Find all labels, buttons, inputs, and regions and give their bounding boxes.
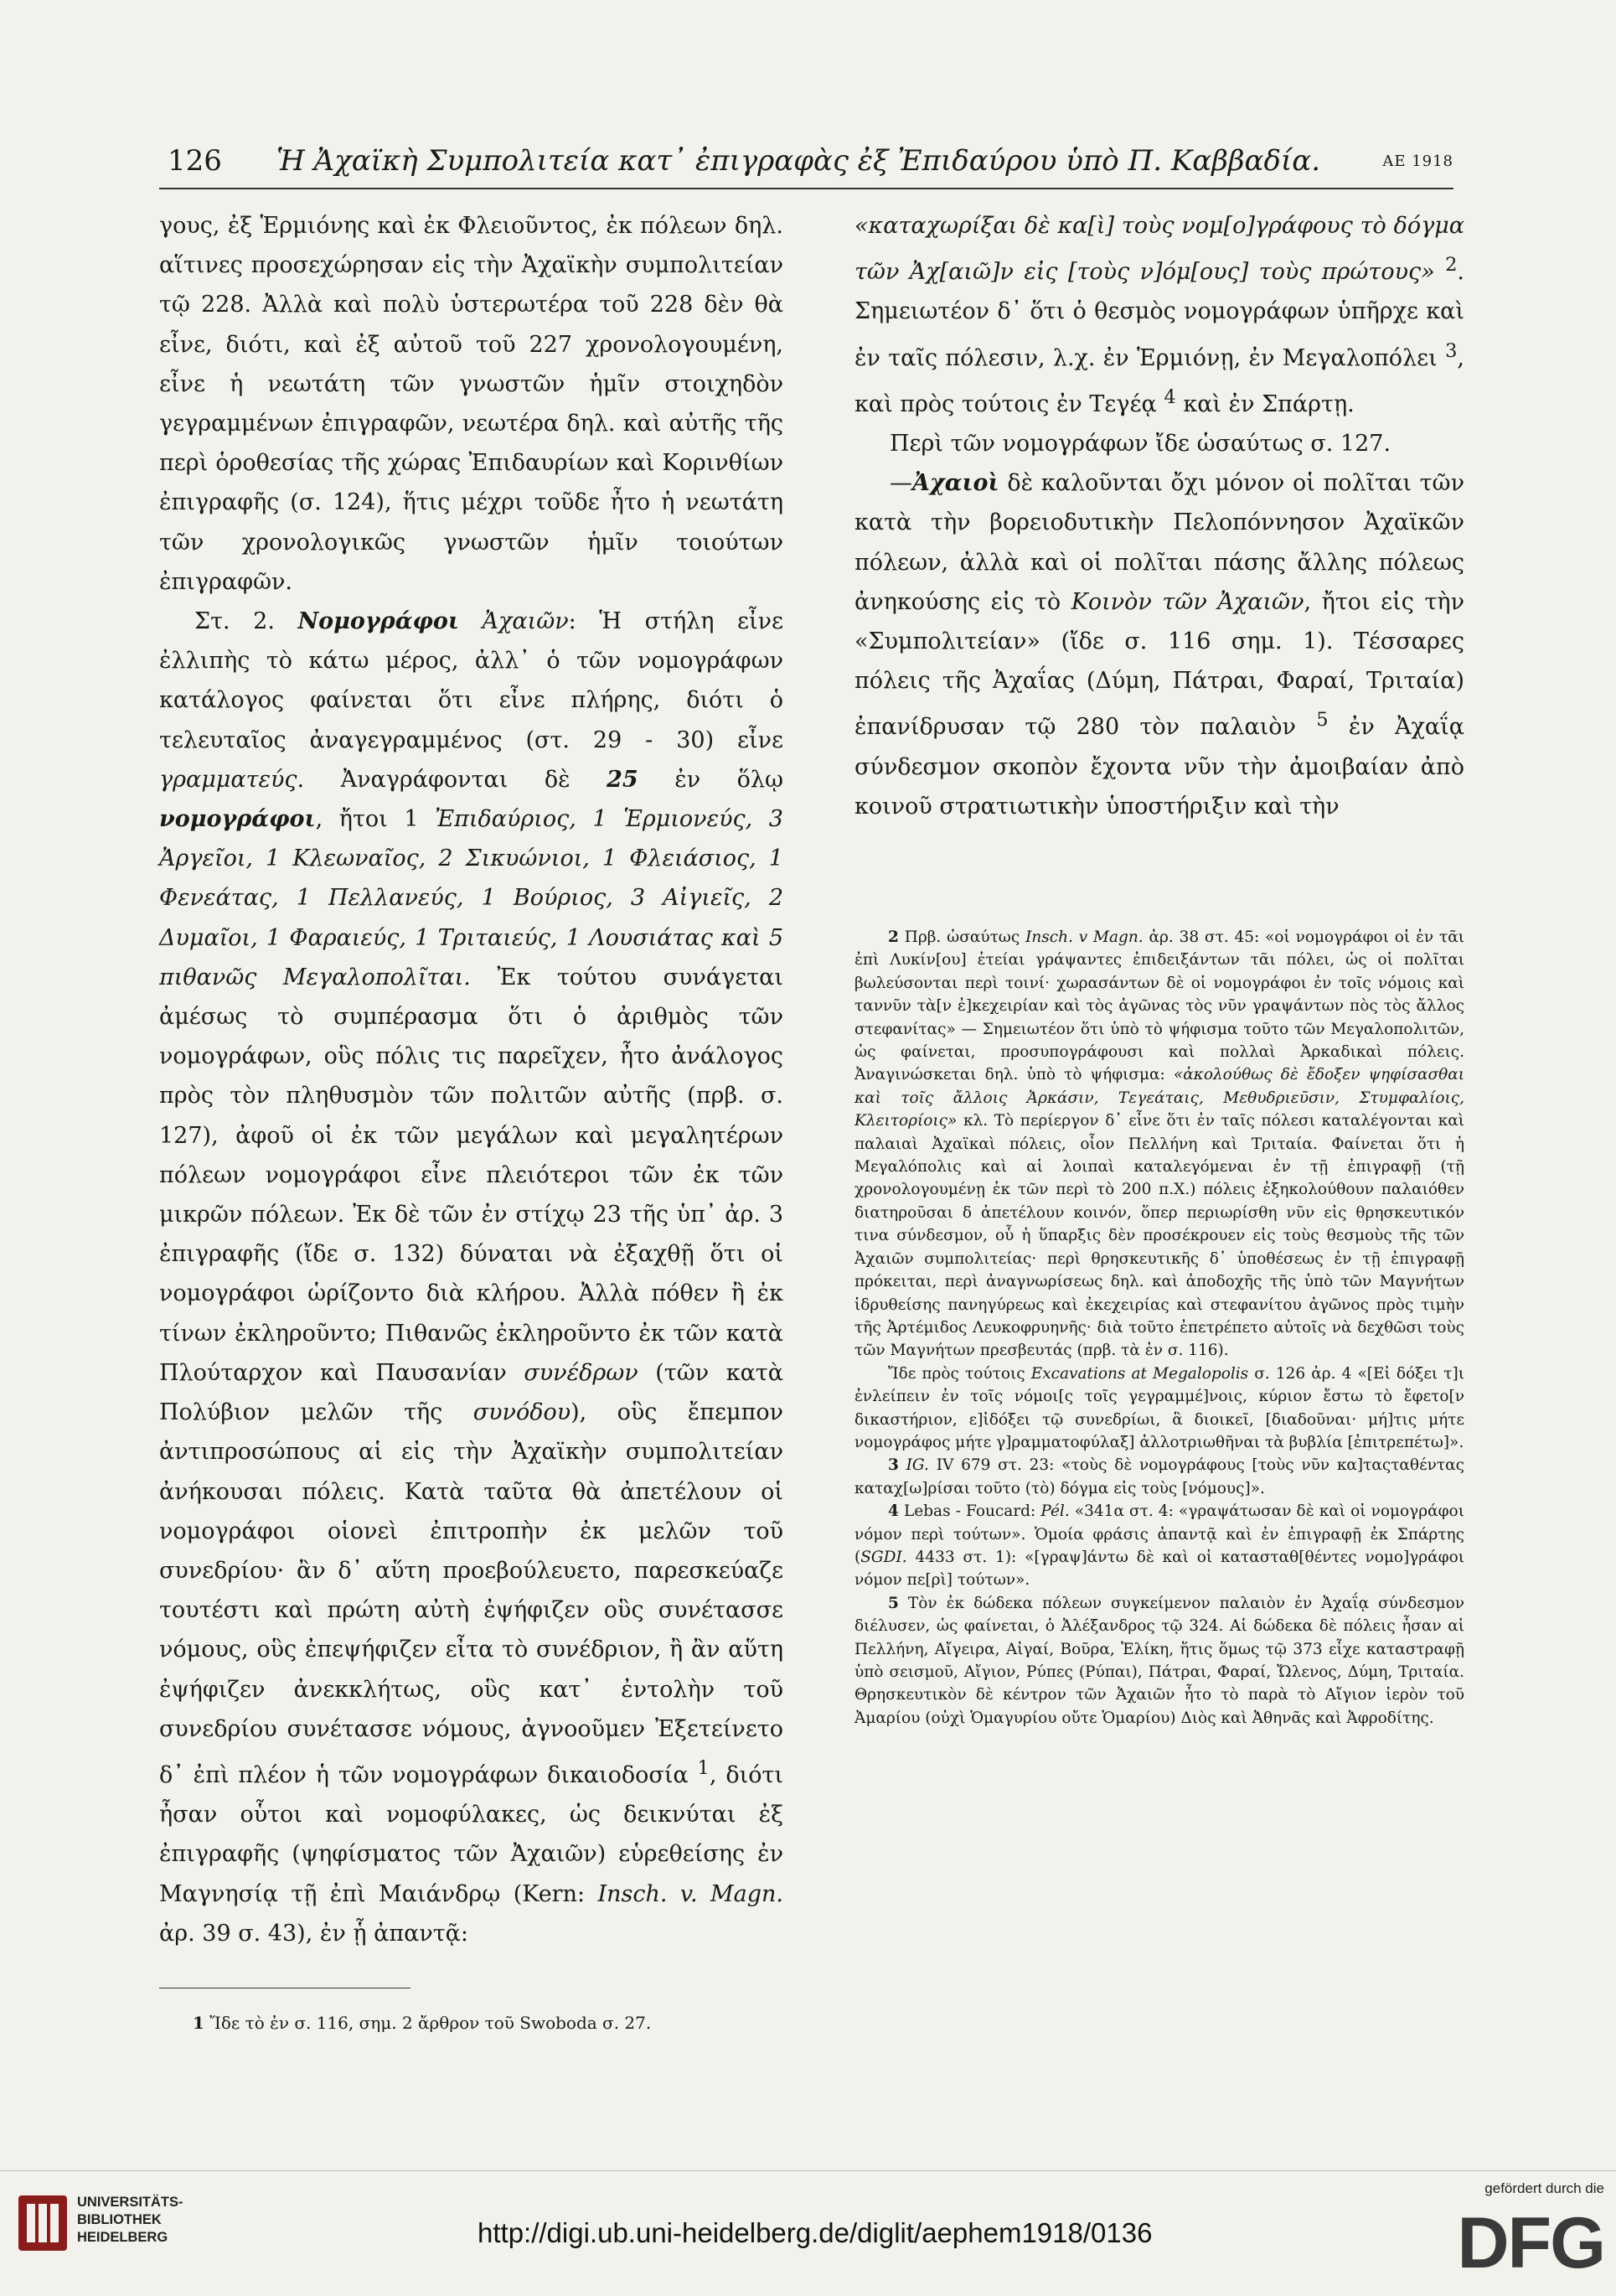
- term-synodou: συνόδου: [472, 1399, 571, 1426]
- list-of-cities: Ἐπιδαύριος, 1 Ἑρμιονεύς, 3 Ἀργεῖοι, 1 Κλεωναῖος, 2 Σικυώνιοι, 1 Φλειάσιος, 1 Φενεάτας, 1 Πελλανεύς, 1 Βούριος, 3 Αἰγιεῖς, 2 Δυμαῖοι, 1 Φαραιεύς, 1 Τριταιεύς, 1 Λουσιάτας καὶ 5 πιθανῶς Μεγαλοπολῖται.: [159, 806, 783, 990]
- page-header: [159, 141, 1453, 184]
- right-paragraph-3: —Ἀχαιοὶ δὲ καλοῦνται ὄχι μόνον οἱ πολῖται τῶν κατὰ τὴν βορειοδυτικὴν Πελοπόννησον Ἀχαϊκῶν πόλεων, ἀλλὰ καὶ οἱ πολῖται πάσης ἄλλης πόλεως ἀνηκούσης εἰς τὸ Κοινὸν τῶν Ἀχαιῶν, ἤτοι εἰς τὴν «Συμπολιτείαν» (ἴδε σ. 116 σημ. 1). Τέσσαρες πόλεις τῆς Ἀχαΐας (Δύμη, Πάτραι, Φαραί, Τριταία) ἐπανίδρυσαν τῷ 280 τὸν παλαιὸν $^5$ ἐν Ἀχαΐᾳ σύνδεσμον σκοπὸν ἔχοντα νῦν τὴν ἀμοιβαίαν ἀπὸ κοινοῦ στρατιωτικὴν ὑποστήριξιν καὶ τὴν: [854, 470, 1464, 820]
- count-25: 25: [607, 766, 638, 793]
- term-nomographoi: Νομογράφοι: [297, 608, 459, 635]
- footnote-5: 5 Τὸν ἐκ δώδεκα πόλεων συγκείμενον παλαιὸν ἐν Ἀχαΐᾳ σύνδεσμον διέλυσεν, ὡς φαίνεται, ὁ Ἀλέξανδρος τῷ 324. Αἱ δώδεκα δὲ πόλεις ἦσαν αἱ Πελλήνη, Αἴγειρα, Αἰγαί, Βοῦρα, Ἑλίκη, ἥτις ὅμως τῷ 373 εἶχε καταστραφῇ ὑπὸ σεισμοῦ, Αἴγιον, Ρύπες (Ρύπαι), Πάτραι, Φαραί, Ὤλενος, Δύμη, Τριταία. Θρησκευτικὸν δὲ κέντρον τῶν Ἀχαιῶν ἦτο τὸ παρὰ τὸ Αἴγιον ἱερὸν τοῦ Ἀμαρίου (οὐχὶ Ὁμαγυρίου οὔτε Ὁμαρίου) Διὸς καὶ Ἀθηνᾶς καὶ Ἀφροδίτης.: [854, 1594, 1465, 1727]
- funded-by-label: gefördert durch die: [1484, 2180, 1604, 2196]
- library-name: UNIVERSITÄTS- BIBLIOTHEK HEIDELBERG: [77, 2195, 183, 2245]
- footnote-2: 2 Πρβ. ὡσαύτως Insch. v Magn. ἀρ. 38 στ. 45: «οἱ νομογράφοι οἱ ἐν τᾶι ἐπὶ Λυκίν[ου] ἐτείαι γράψαντες ἐπιδειξάντων τᾶι πόλει, ὡς οἱ πολῖται βωλεύσονται περὶ τοινί· χωρασάντων δὲ οἱ νομογράφοι ἐν τοῖς νόμοις καὶ ταννῦν τὰ[ν ἐ]κεχειρίαν καὶ τὸς ἀγῶνας τὸς νῦν γραψάντων πὸς τὸς ἄλλος στεφανίτας» — Σημειωτέον ὅτι ὑπὸ τὸ ψήφισμα τοῦτο τῶν Μεγαλοπολιτῶν, ὡς φαίνεται, προσυπογράφουσι καὶ πολλαὶ Ἀρκαδικαὶ πόλεις. Ἀναγινώσκεται δηλ. ὑπὸ τὸ ψήφισμα: «ἀκολούθως δὲ ἔδοξεν ψηφίσασθαι καὶ τοῖς ἄλλοις Ἀρκάσιν, Τεγεάταις, Μεθυδριεῦσιν, Στυμφαλίοις, Κλειτορίοις» κλ. Τὸ περίεργον δ᾽ εἶνε ὅτι ἐν ταῖς πόλεσι καταλέγονται καὶ παλαιαὶ Ἀχαϊκαὶ πόλεις, οἷον Πελλήνη καὶ Τριταία. Φαίνεται ὅτι ἡ Μεγαλόπολις καὶ αἱ λοιπαὶ καταλεγόμεναι ἐν τῇ ἐπιγραφῇ (τῇ χρονολογουμένῃ ἐκ τῶν περὶ τὸ 200 π.Χ.) πόλεις ἐξηκολούθουν παλαιόθεν διατηροῦσαι δ ἀπετέλουν κοινόν, ὅπερ περιωρίσθη νῦν εἰς θρησκευτικόν τινα σύνδεσμον, οὗ ἡ ὕπαρξις δὲν προσέκρουεν εἰς τοὺς θεσμοὺς τῆς τῶν Ἀχαιῶν συμπολιτείας· περὶ θρησκευτικῆς δ᾽ ὑποθέσεως ἐν τῇ ἐπιγραφῇ πρόκειται, περὶ ἀναγνωρίσεως δηλ. καὶ ἀποδοχῆς τῆς ὑπὸ τῶν Μαγνήτων ἱδρυθείσης πανηγύρεως καὶ ἐκεχειρίας καὶ στεφανίτου ἀγῶνος πρὸς τιμὴν τῆς Ἀρτέμιδος Λευκοφρυηνῆς· διὰ τοῦτο ἐπετρέπετο αὐτοῖς νὰ δεχθῶσι τοὺς τῶν Μαγνήτων πρεσβευτάς (πρβ. τὰ ἐν σ. 116).: [854, 928, 1464, 1360]
- university-library-icon: [17, 2194, 69, 2252]
- term-achaioi: Ἀχαιοὶ: [912, 470, 999, 497]
- right-paragraph-2: Περὶ τῶν νομογράφων ἴδε ὡσαύτως σ. 127.: [890, 431, 1391, 458]
- footnotes: [854, 926, 1464, 1730]
- footnote-number: 1: [193, 2013, 204, 2033]
- library-logo[interactable]: [17, 2194, 235, 2278]
- citation-insch-magn: Insch. v. Magn.: [597, 1880, 783, 1907]
- term-nomographoi-2: νομογράφοι: [159, 806, 316, 833]
- section-marker: Στ. 2.: [194, 608, 275, 635]
- footnote-ref-2: 2: [1445, 254, 1458, 277]
- left-column: [159, 206, 783, 1953]
- term-koinon: Κοινὸν τῶν Ἀχαιῶν: [1071, 588, 1304, 615]
- footnote-4: 4 Lebas - Foucard: Pél. «341α στ. 4: «γραψάτωσαν δὲ καὶ οἱ νομογράφοι νόμον περὶ τούτων». Ὁμοία φράσις ἀπαντᾷ καὶ ἐν ἐπιγραφῇ ἐκ Σπάρτης (SGDI. 4433 στ. 1): «[γραψ]άντω δὲ καὶ οἱ κατασταθ[θέντες νομο]γράφοι νόμον πε[ρὶ] τούτων».: [854, 1502, 1464, 1590]
- footnote-ref-1: 1: [697, 1756, 710, 1779]
- left-footnote: 1 Ἴδε τὸ ἐν σ. 116, σημ. 2 ἄρθρον τοῦ Swoboda σ. 27.: [193, 2013, 652, 2033]
- footnote-ref-5: 5: [1316, 709, 1329, 732]
- right-column: [854, 206, 1464, 826]
- dfg-block[interactable]: [1361, 2180, 1604, 2289]
- dfg-logo: DFG: [1457, 2203, 1604, 2283]
- inscription-quote: «καταχωρίξαι δὲ κα[ὶ] τοὺς νομ[ο]γράφους τὸ δόγμα τῶν Ἀχ[αιῶ]ν εἰς [τοὺς ν]όμ[ους] τοὺς πρώτους»: [854, 213, 1464, 286]
- footnote-2-continued: Ἴδε πρὸς τούτοις Excavations at Megalopolis σ. 126 ἀρ. 4 «[Εἰ δόξει τ]ι ἐνλείπειν ἐν τοῖς νόμοι[ς τοῖς γεγραμμέ]νοις, κύριον ἔστω τὸ ἔφετο[ν δικαστήριον, ε]ἰδόξει τῷ συνεδρίωι, ἃ διοικεῖ, [διαδοῦναι· μή]τις μήτε νομογράφος μήτε γ]ραμματοφύλαξ] ἀλλοτριωθῆναι τὰ βυβλία [ἐπιτρεπέτω]».: [854, 1364, 1464, 1451]
- footnote-3: 3 IG. IV 679 στ. 23: «τοὺς δὲ νομογράφους [τοὺς νῦν κα]ταςταθέντας καταχ[ω]ρίσαι τοῦτο (τὸ) δόγμα εἰς τοὺς [νόμους]».: [854, 1456, 1464, 1497]
- footer-rule: [0, 2170, 1616, 2171]
- left-paragraph-2: Στ. 2. Νομογράφοι Ἀχαιῶν: Ἡ στήλη εἶνε ἐλλιπὴς τὸ κάτω μέρος, ἀλλ᾽ ὁ τῶν νομογράφων κατάλογος φαίνεται ὅτι εἶνε πλήρης, διότι ὁ τελευταῖος ἀναγεγραμμένος (στ. 29 - 30) εἶνε γραμματεύς. Ἀναγράφονται δὲ 25 ἐν ὅλῳ νομογράφοι, ἤτοι 1 Ἐπιδαύριος, 1 Ἑρμιονεύς, 3 Ἀργεῖοι, 1 Κλεωναῖος, 2 Σικυώνιοι, 1 Φλειάσιος, 1 Φενεάτας, 1 Πελλανεύς, 1 Βούριος, 3 Αἰγιεῖς, 2 Δυμαῖοι, 1 Φαραιεύς, 1 Τριταιεύς, 1 Λουσιάτας καὶ 5 πιθανῶς Μεγαλοπολῖται. Ἐκ τούτου συνάγεται ἀμέσως τὸ συμπέρασμα ὅτι ὁ ἀριθμὸς τῶν νομογράφων, οὓς πόλις τις παρεῖχεν, ἦτο ἀνάλογος πρὸς τὸν πληθυσμὸν τῶν πολιτῶν αὐτῆς (πρβ. σ. 127), ἀφοῦ οἱ ἐκ τῶν μεγάλων καὶ μεγαλητέρων πόλεων νομογράφοι εἶνε πλειότεροι τῶν ἐκ τῶν μικρῶν πόλεων. Ἐκ δὲ τῶν ἐν στίχῳ 23 τῆς ὑπ᾽ ἀρ. 3 ἐπιγραφῆς (ἴδε σ. 132) δύναται νὰ ἐξαχθῇ ὅτι οἱ νομογράφοι ὡρίζοντο διὰ κλήρου. Ἀλλὰ πόθεν ἢ ἐκ τίνων ἐκληροῦντο; Πιθανῶς ἐκληροῦντο ἐκ τῶν κατὰ Πλούταρχον καὶ Παυσανίαν συνέδρων (τῶν κατὰ Πολύβιον μελῶν τῆς συνόδου), οὓς ἔπεμπον ἀντιπροσώπους αἱ εἰς τὴν Ἀχαϊκὴν συμπολιτείαν ἀνήκουσαι πόλεις. Κατὰ ταῦτα θὰ ἀπετέλουν οἱ νομογράφοι οἱονεὶ ἐπιτροπὴν ἐκ μελῶν τοῦ συνεδρίου· ἂν δ᾽ αὕτη προεβούλευετο, παρεσκεύαζε τουτέστι καὶ πρώτη αὐτὴ ἐψήφιζεν οὓς συνέτασσε νόμους, οὓς ἐπεψήφιζεν εἶτα τὸ συνέδριον, ἢ ἂν αὕτη ἐψήφιζεν ἀνεκκλήτως, οὓς κατ᾽ ἐντολὴν τοῦ συνεδρίου συνέτασσε νόμους, ἀγνοοῦμεν Ἐξετείνετο δ᾽ ἐπὶ πλέον ἡ τῶν νομογράφων δικαιοδοσία $^1$, διότι ἦσαν οὗτοι καὶ νομοφύλακες, ὡς δεικνύται ἐξ ἐπιγραφῆς (ψηφίσματος τῶν Ἀχαιῶν) εὑρεθείσης ἐν Μαγνησίᾳ τῇ ἐπὶ Μαιάνδρῳ (Kern: Insch. v. Magn. ἀρ. 39 σ. 43), ἐν ᾗ ἀπαντᾷ:: [159, 608, 783, 1947]
- left-paragraph-1: γους, ἐξ Ἑρμιόνης καὶ ἐκ Φλειοῦντος, ἐκ πόλεων δηλ. αἵτινες προσεχώρησαν εἰς τὴν Ἀχαϊκὴν συμπολιτείαν τῷ 228. Ἀλλὰ καὶ πολὺ ὑστερωτέρα τοῦ 228 δὲν θὰ εἶνε, διότι, καὶ ἐξ αὐτοῦ τοῦ 227 χρονολογουμένη, εἶνε ἡ νεωτάτη τῶν γνωστῶν ἡμῖν στοιχηδὸν γεγραμμένων ἐπιγραφῶν, νεωτέρα δηλ. καὶ αὐτῆς τῆς περὶ ὁροθεσίας τῆς χώρας Ἐπιδαυρίων καὶ Κορινθίων ἐπιγραφῆς (σ. 124), ἥτις μέχρι τοῦδε ἦτο ἡ νεωτάτη τῶν χρονολογικῶς γνωστῶν ἡμῖν τοιούτων ἐπιγραφῶν.: [159, 213, 783, 595]
- page-number: 126: [168, 144, 222, 178]
- header-rule: [159, 188, 1453, 189]
- right-paragraph-1: «καταχωρίξαι δὲ κα[ὶ] τοὺς νομ[ο]γράφους τὸ δόγμα τῶν Ἀχ[αιῶ]ν εἰς [τοὺς ν]όμ[ους] τοὺς πρώτους» $^2$. Σημειωτέον δ᾽ ὅτι ὁ θεσμὸς νομογράφων ὑπῆρχε καὶ ἐν ταῖς πόλεσιν, λ.χ. ἐν Ἑρμιόνῃ, ἐν Μεγαλοπόλει $^3$, καὶ πρὸς τούτοις ἐν Τεγέᾳ $^4$ καὶ ἐν Σπάρτῃ.: [854, 213, 1464, 417]
- footnote-ref-4: 4: [1164, 385, 1176, 408]
- term-grammateus: γραμματεύς: [159, 766, 297, 793]
- running-title: Ἡ Ἀχαϊκὴ Συμπολιτεία κατ᾽ ἐπιγραφὰς ἐξ Ἐπιδαύρου ὑπὸ Π. Καββαδία.: [276, 144, 1321, 178]
- term-achaion: Ἀχαιῶν: [482, 608, 569, 635]
- source-url-link[interactable]: http://digi.ub.uni-heidelberg.de/diglit/aephem1918/0136: [478, 2217, 1153, 2248]
- footnote-ref-3: 3: [1445, 339, 1458, 362]
- journal-reference: ΑΕ 1918: [1382, 153, 1453, 170]
- term-synedron: συνέδρων: [524, 1359, 638, 1386]
